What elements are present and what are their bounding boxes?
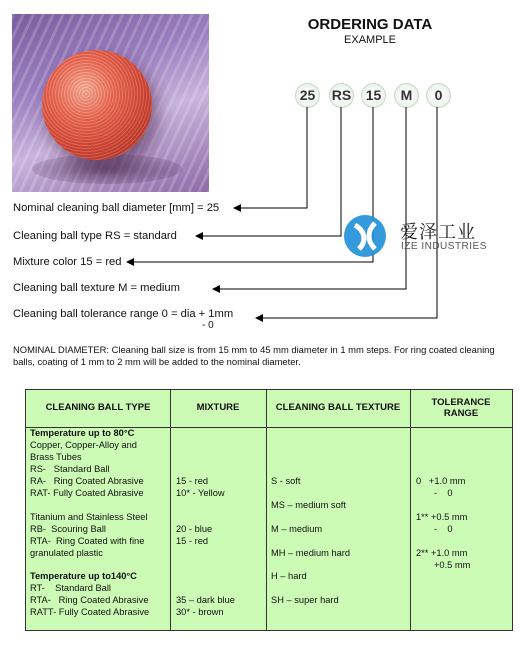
type-line: RAT- Fully Coated Abrasive: [30, 488, 144, 498]
type-line: RA- Ring Coated Abrasive: [30, 476, 144, 486]
type-line: RATT- Fully Coated Abrasive: [30, 607, 150, 617]
tolerance-description: Cleaning ball tolerance range 0 = dia + 1mm: [13, 308, 234, 320]
tolerance-value: 1** +0.5 mm: [416, 512, 468, 522]
header-mixture: MIXTURE: [196, 402, 240, 413]
texture-value: MH – medium hard: [271, 548, 351, 558]
temp-140-heading: Temperature up to140°C: [30, 571, 137, 581]
arrow-diameter: [234, 107, 307, 208]
type-line: granulated plastic: [30, 548, 103, 558]
type-description: Cleaning ball type RS = standard: [13, 230, 177, 242]
header-texture: CLEANING BALL TEXTURE: [275, 402, 401, 413]
tolerance-value: - 0: [434, 524, 453, 534]
header-ball-type: CLEANING BALL TYPE: [45, 402, 151, 413]
mixture-value: 20 - blue: [176, 524, 213, 534]
texture-value: S - soft: [271, 476, 301, 486]
tolerance-value: 2** +1.0 mm: [416, 548, 468, 558]
logo-chinese-name: 爱泽工业: [400, 222, 476, 242]
texture-value: M – medium: [271, 524, 323, 534]
nominal-diameter-note: NOMINAL DIAMETER: Cleaning ball size is from 15 mm to 45 mm diameter in 1 mm steps. For ring coated cleaning balls, coating of 1 mm to 2 mm will be added to the nominal diameter.: [13, 344, 495, 367]
type-line: RTA- Ring Coated with fine: [30, 536, 145, 546]
texture-value: MS – medium soft: [271, 500, 346, 510]
texture-description: Cleaning ball texture M = medium: [13, 282, 180, 294]
tolerance-value: 0 +1.0 mm: [416, 476, 466, 486]
header-tolerance-line2: RANGE: [443, 408, 479, 419]
color-description: Mixture color 15 = red: [13, 256, 122, 268]
ordering-data-subtitle: EXAMPLE: [344, 34, 396, 46]
logo-english-name: IZE INDUSTRIES: [401, 241, 487, 252]
texture-value: SH – super hard: [271, 595, 339, 605]
specification-table: [25, 389, 513, 631]
code-texture: M: [394, 83, 419, 108]
type-line: Copper, Copper-Alloy and: [30, 440, 137, 450]
code-color: 15: [361, 83, 386, 108]
ordering-data-title: ORDERING DATA: [307, 16, 433, 33]
mixture-value: 30* - brown: [176, 607, 224, 617]
mixture-value: 15 - red: [176, 536, 209, 546]
ize-logo-icon: [341, 213, 393, 259]
type-line: Titanium and Stainless Steel: [30, 512, 148, 522]
arrow-type: [196, 107, 341, 236]
diameter-description: Nominal cleaning ball diameter [mm] = 25: [13, 202, 220, 214]
type-line: RS- Standard Ball: [30, 464, 110, 474]
code-type: RS: [329, 83, 354, 108]
type-line: RTA- Ring Coated Abrasive: [30, 595, 149, 605]
type-line: RB- Scouring Ball: [30, 524, 106, 534]
tolerance-value: - 0: [434, 488, 453, 498]
mixture-value: 35 – dark blue: [176, 595, 235, 605]
texture-value: H – hard: [271, 571, 307, 581]
mixture-value: 15 - red: [176, 476, 209, 486]
code-diameter: 25: [295, 83, 320, 108]
col-divider-2: [170, 390, 267, 630]
type-line: RT- Standard Ball: [30, 583, 111, 593]
tolerance-minus: - 0: [202, 320, 214, 331]
temp-80-heading: Temperature up to 80°C: [30, 428, 135, 438]
header-tolerance-line1: TOLERANCE: [431, 397, 491, 408]
header-tolerance: [410, 397, 512, 419]
mixture-value: 10* - Yellow: [176, 488, 225, 498]
tolerance-value: +0.5 mm: [434, 560, 471, 570]
type-line: Brass Tubes: [30, 452, 82, 462]
code-tolerance: 0: [426, 83, 451, 108]
